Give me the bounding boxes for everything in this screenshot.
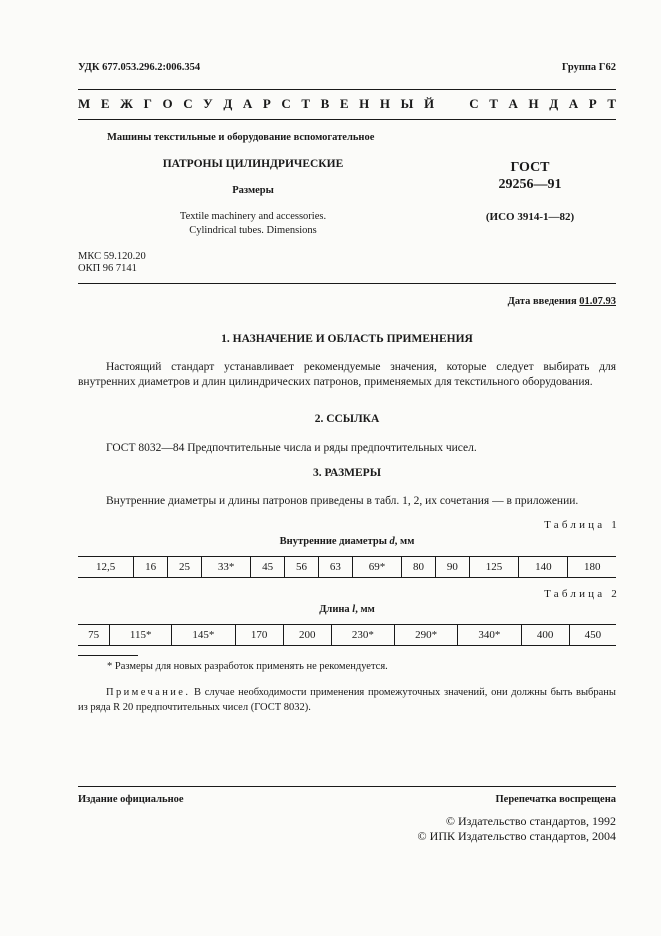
banner-letter: Е bbox=[339, 96, 349, 111]
section1-title: 1. НАЗНАЧЕНИЕ И ОБЛАСТЬ ПРИМЕНЕНИЯ bbox=[221, 333, 473, 345]
iso-reference: (ИСО 3914-1—82) bbox=[485, 211, 575, 223]
table2-label: Таблица 2 bbox=[544, 588, 620, 600]
banner-letter: Д bbox=[223, 96, 233, 111]
section2-title: 2. ССЫЛКА bbox=[314, 413, 380, 425]
banner-letter: Р bbox=[262, 96, 271, 111]
section3-title: 3. РАЗМЕРЫ bbox=[313, 467, 381, 479]
banner-letter: С bbox=[281, 96, 291, 111]
table2-caption-var: l bbox=[352, 604, 356, 615]
table1-cell: 180 bbox=[568, 557, 616, 578]
banner-letter: В bbox=[320, 96, 330, 111]
note-label: Примечание. bbox=[106, 687, 191, 698]
table1-row bbox=[78, 557, 616, 578]
table1-cell: 45 bbox=[251, 557, 285, 578]
table2-cell: 170 bbox=[235, 625, 283, 646]
table2-cell: 340* bbox=[458, 625, 521, 646]
table2-cell: 450 bbox=[569, 625, 616, 646]
banner-letter: Ж bbox=[120, 96, 133, 111]
okp-code: ОКП 96 7141 bbox=[78, 263, 137, 274]
table2-caption bbox=[78, 604, 616, 615]
note-paragraph bbox=[78, 685, 616, 715]
english-title-line2: Cylindrical tubes. Dimensions bbox=[189, 225, 317, 236]
table2-caption-text: Длина bbox=[319, 604, 353, 615]
standard-banner bbox=[78, 96, 616, 112]
table2-cell: 400 bbox=[521, 625, 569, 646]
mks-code: МКС 59.120.20 bbox=[78, 251, 146, 262]
copyright-1992: © Издательство стандартов, 1992 bbox=[445, 814, 616, 828]
gost-number: 29256—91 bbox=[498, 177, 562, 192]
table1-caption-var: d bbox=[389, 536, 395, 547]
gost-label: ГОСТ bbox=[510, 160, 550, 175]
banner-letter: Г bbox=[143, 96, 152, 111]
banner-letter: Н bbox=[359, 96, 370, 111]
table1-caption-text: Внутренние диаметры bbox=[279, 536, 390, 547]
standard-title: ПАТРОНЫ ЦИЛИНДРИЧЕСКИЕ bbox=[162, 158, 344, 170]
banner-gap bbox=[445, 96, 459, 112]
table1-cell: 25 bbox=[168, 557, 202, 578]
table1-label: Таблица 1 bbox=[544, 519, 620, 531]
table1-cell: 80 bbox=[402, 557, 436, 578]
banner-letter: А bbox=[242, 96, 253, 111]
table2-cell: 290* bbox=[395, 625, 458, 646]
banner-letter: А bbox=[508, 96, 518, 111]
footnote-rule bbox=[78, 655, 138, 656]
banner-letter: С bbox=[183, 96, 193, 111]
section2-text: ГОСТ 8032—84 Предпочтительные числа и ряды предпочтительных чисел. bbox=[106, 442, 477, 454]
table1-cell: 90 bbox=[435, 557, 469, 578]
udk-code: УДК 677.053.296.2:006.354 bbox=[78, 62, 201, 73]
banner-top-rule bbox=[78, 89, 616, 90]
banner-bottom-rule bbox=[78, 119, 616, 120]
table1-diameters bbox=[78, 556, 616, 578]
banner-letter: У bbox=[203, 96, 213, 111]
table1-cell: 63 bbox=[318, 557, 352, 578]
table2-cell: 230* bbox=[331, 625, 394, 646]
table2-caption-unit: , мм bbox=[355, 604, 375, 615]
banner-letter: А bbox=[568, 96, 579, 111]
banner-letter: С bbox=[469, 96, 479, 111]
intro-date bbox=[400, 296, 616, 307]
table1-caption bbox=[78, 536, 616, 547]
banner-letter: Т bbox=[607, 96, 616, 111]
table2-lengths bbox=[78, 624, 616, 646]
group-code: Группа Г62 bbox=[561, 62, 616, 73]
intro-date-value: 01.07.93 bbox=[579, 296, 616, 307]
section3-text: Внутренние диаметры и длины патронов приведены в табл. 1, 2, их сочетания — в приложении. bbox=[106, 495, 579, 507]
table1-cell: 12,5 bbox=[95, 561, 116, 573]
intro-date-label: Дата введения bbox=[507, 296, 577, 307]
official-edition: Издание официальное bbox=[78, 794, 184, 805]
table1-caption-unit: , мм bbox=[394, 536, 415, 547]
footer-rule bbox=[78, 786, 616, 787]
table2-cell: 145* bbox=[172, 625, 235, 646]
table1-cell: 56 bbox=[285, 557, 319, 578]
section1-text: Настоящий стандарт устанавливает рекомендуемые значения, которые следует выбирать для внутренних диаметров и длин цилиндрических патронов, применяемых для текстильного оборудования. bbox=[78, 361, 616, 388]
table1-cell: 33* bbox=[201, 557, 250, 578]
banner-letter: Е bbox=[100, 96, 110, 111]
banner-letter: Т bbox=[489, 96, 498, 111]
title-rule bbox=[78, 283, 616, 284]
banner-letter: Ы bbox=[400, 96, 414, 111]
table2-row bbox=[78, 625, 616, 646]
table1-cell: 16 bbox=[134, 557, 168, 578]
reprint-notice: Перепечатка воспрещена bbox=[495, 794, 616, 805]
banner-letter: Н bbox=[379, 96, 391, 111]
banner-letter: Т bbox=[301, 96, 311, 111]
footnote-text: * Размеры для новых разработок применять не рекомендуется. bbox=[107, 661, 388, 672]
banner-letter: Й bbox=[423, 96, 435, 111]
english-title-line1: Textile machinery and accessories. bbox=[179, 211, 327, 222]
standard-category: Машины текстильные и оборудование вспомогательное bbox=[107, 132, 375, 143]
table1-cell: 69* bbox=[352, 557, 401, 578]
table1-cell: 125 bbox=[469, 557, 518, 578]
banner-letter: М bbox=[78, 96, 91, 111]
standard-subtitle: Размеры bbox=[232, 185, 274, 196]
banner-letter: Р bbox=[588, 96, 597, 111]
table2-cell: 115* bbox=[110, 625, 172, 646]
copyright-2004: © ИПК Издательство стандартов, 2004 bbox=[417, 829, 616, 843]
note-text: В случае необходимости применения промежуточных значений, они должны быть выбраны из ряда R 20 предпочтительных чисел (ГОСТ 8032). bbox=[78, 687, 616, 713]
table2-cell: 75 bbox=[88, 629, 100, 641]
banner-letter: Д bbox=[549, 96, 559, 111]
table2-cell: 200 bbox=[283, 625, 331, 646]
banner-letter: О bbox=[162, 96, 173, 111]
banner-letter: Н bbox=[528, 96, 539, 111]
table1-cell: 140 bbox=[519, 557, 568, 578]
